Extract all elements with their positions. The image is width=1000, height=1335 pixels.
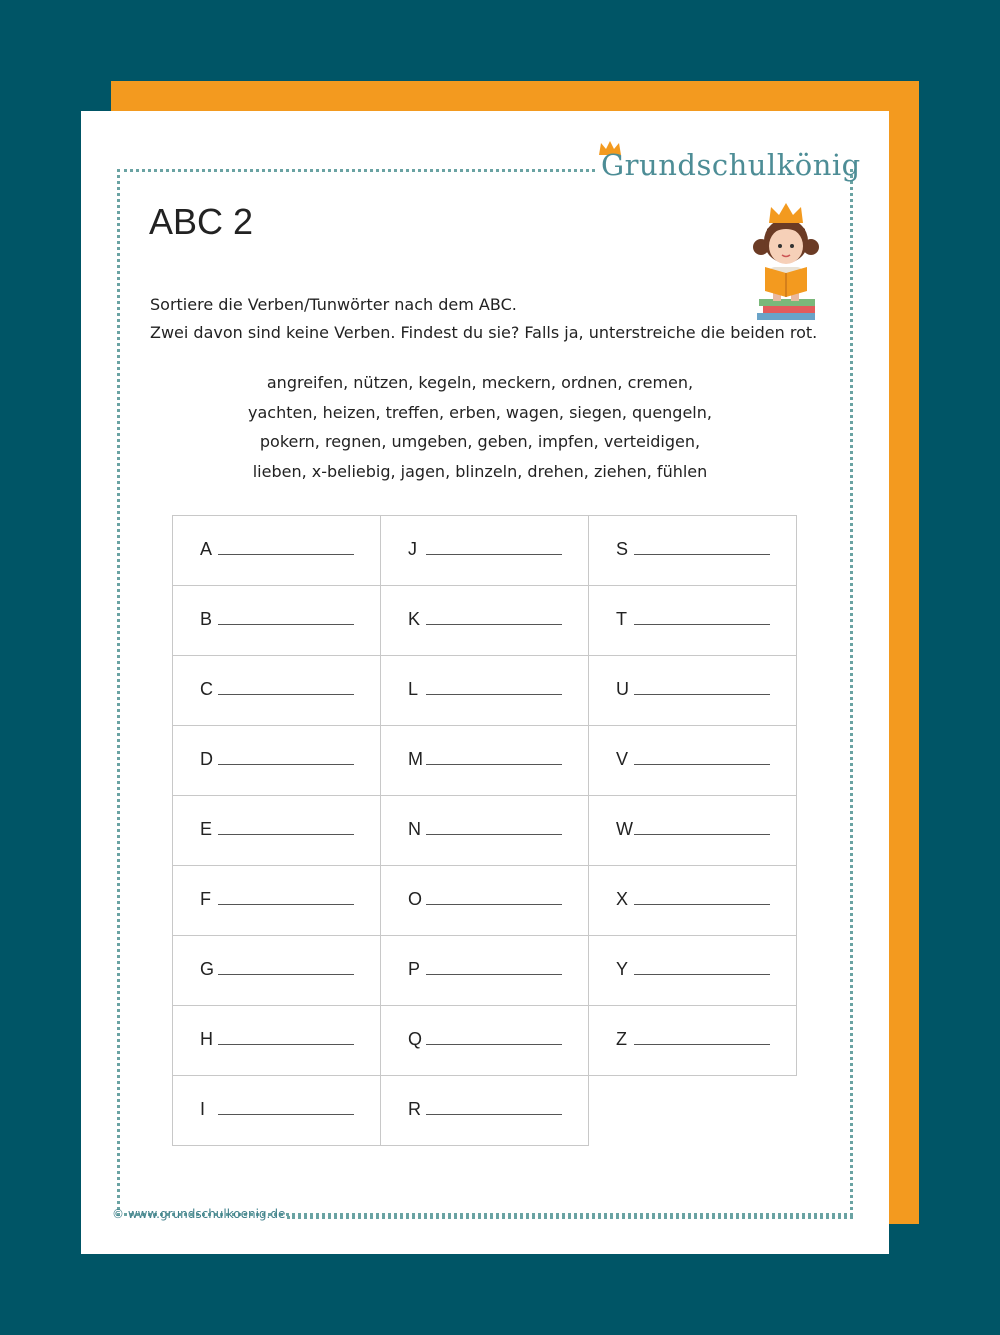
letter-entry (173, 819, 380, 842)
instruction-line: Zwei davon sind keine Verben. Findest du sie? Falls ja, unterstreiche die beiden rot. (150, 323, 818, 342)
answer-line[interactable] (426, 974, 562, 975)
page-title: ABC 2 (149, 201, 254, 242)
answer-line[interactable] (634, 624, 770, 625)
letter-label: Y (616, 959, 629, 979)
grid-cell (173, 516, 381, 586)
grid-cell (173, 866, 381, 936)
brand-logo: Grundschulkönig (601, 148, 861, 182)
grid-cell (381, 586, 589, 656)
word-list (150, 368, 810, 486)
grid-cell (381, 1006, 589, 1076)
word-list-line: yachten, heizen, treffen, erben, wagen, siegen, quengeln, (248, 402, 712, 422)
letter-entry (589, 889, 796, 912)
answer-line[interactable] (634, 1044, 770, 1045)
answer-line[interactable] (426, 1114, 562, 1115)
letter-entry (589, 539, 796, 562)
footer-copyright: © www.grundschulkoenig.de (112, 1207, 286, 1221)
answer-line[interactable] (218, 694, 354, 695)
answer-line[interactable] (426, 624, 562, 625)
letter-label: P (408, 959, 421, 979)
letter-entry (381, 609, 588, 632)
letter-entry (589, 959, 796, 982)
letter-label: F (200, 889, 211, 909)
grid-row (173, 726, 797, 796)
grid-cell (173, 796, 381, 866)
answer-line[interactable] (634, 554, 770, 555)
grid-row (173, 1076, 797, 1146)
letter-label: L (408, 679, 419, 699)
word-list-line: pokern, regnen, umgeben, geben, impfen, verteidigen, (259, 432, 701, 451)
grid-cell (381, 1076, 589, 1146)
instructions (150, 291, 817, 347)
abc-grid (172, 515, 797, 1146)
instruction-line: Sortiere die Verben/Tunwörter nach dem ABC. (150, 295, 517, 314)
letter-entry (589, 679, 796, 702)
grid-cell (589, 656, 797, 726)
answer-line[interactable] (218, 1044, 354, 1045)
grid-cell (173, 1006, 381, 1076)
answer-line[interactable] (218, 974, 354, 975)
word-list-line: angreifen, nützen, kegeln, meckern, ordnen, cremen, (266, 373, 694, 392)
letter-entry (173, 679, 380, 702)
letter-label: E (200, 819, 213, 839)
letter-entry (173, 609, 380, 632)
grid-cell (381, 936, 589, 1006)
grid-cell (589, 796, 797, 866)
letter-label: G (200, 959, 215, 979)
answer-line[interactable] (218, 554, 354, 555)
letter-entry (173, 1099, 380, 1122)
grid-cell (381, 516, 589, 586)
letter-label: S (616, 539, 629, 559)
letter-entry (589, 609, 796, 632)
letter-label: K (408, 609, 421, 629)
grid-cell (589, 866, 797, 936)
answer-line[interactable] (218, 624, 354, 625)
letter-entry (173, 889, 380, 912)
letter-entry (381, 1099, 588, 1122)
letter-label: I (200, 1099, 206, 1119)
answer-line[interactable] (426, 1044, 562, 1045)
letter-label: C (200, 679, 213, 699)
grid-cell (589, 936, 797, 1006)
answer-line[interactable] (426, 834, 562, 835)
worksheet-page (81, 111, 889, 1254)
grid-cell (381, 796, 589, 866)
answer-line[interactable] (426, 764, 562, 765)
letter-label: U (616, 679, 629, 699)
grid-row (173, 656, 797, 726)
grid-cell (381, 866, 589, 936)
letter-entry (381, 679, 588, 702)
letter-label: X (616, 889, 629, 909)
answer-line[interactable] (634, 834, 770, 835)
letter-label: V (616, 749, 629, 769)
letter-entry (589, 1029, 796, 1052)
letter-label: R (408, 1099, 421, 1119)
grid-row (173, 796, 797, 866)
answer-line[interactable] (634, 904, 770, 905)
letter-entry (381, 889, 588, 912)
letter-label: T (616, 609, 627, 629)
grid-cell (589, 586, 797, 656)
answer-line[interactable] (426, 904, 562, 905)
grid-row (173, 866, 797, 936)
letter-entry (173, 959, 380, 982)
letter-entry (381, 819, 588, 842)
letter-entry (381, 959, 588, 982)
letter-label: O (408, 889, 423, 909)
letter-entry (381, 539, 588, 562)
answer-line[interactable] (218, 764, 354, 765)
answer-line[interactable] (218, 834, 354, 835)
letter-label: Z (616, 1029, 627, 1049)
letter-label: D (200, 749, 213, 769)
grid-row (173, 586, 797, 656)
letter-label: M (408, 749, 423, 769)
letter-entry (381, 749, 588, 772)
word-list-line: lieben, x-beliebig, jagen, blinzeln, drehen, ziehen, fühlen (252, 461, 708, 481)
grid-row (173, 1006, 797, 1076)
grid-cell (173, 936, 381, 1006)
letter-entry (589, 749, 796, 772)
letter-entry (173, 749, 380, 772)
letter-entry (381, 1029, 588, 1052)
letter-entry (173, 539, 380, 562)
answer-line[interactable] (426, 554, 562, 555)
grid-row (173, 516, 797, 586)
grid-cell (173, 726, 381, 796)
letter-entry (589, 819, 796, 842)
grid-row (173, 936, 797, 1006)
answer-line[interactable] (634, 764, 770, 765)
letter-label: Q (408, 1029, 423, 1049)
answer-line[interactable] (426, 694, 562, 695)
answer-line[interactable] (218, 904, 354, 905)
footer-dotted-line (287, 1216, 853, 1219)
grid-cell (381, 656, 589, 726)
letter-label: A (200, 539, 213, 559)
answer-line[interactable] (634, 694, 770, 695)
grid-cell (589, 1006, 797, 1076)
grid-cell (173, 1076, 381, 1146)
letter-label: H (200, 1029, 213, 1049)
letter-label: N (408, 819, 421, 839)
grid-cell-empty (589, 1076, 797, 1146)
letter-label: B (200, 609, 213, 629)
grid-cell (173, 656, 381, 726)
letter-entry (173, 1029, 380, 1052)
answer-line[interactable] (218, 1114, 354, 1115)
grid-cell (589, 726, 797, 796)
grid-cell (589, 516, 797, 586)
grid-cell (173, 586, 381, 656)
grid-cell (381, 726, 589, 796)
answer-line[interactable] (634, 974, 770, 975)
letter-label: W (616, 819, 633, 839)
letter-label: J (408, 539, 417, 559)
